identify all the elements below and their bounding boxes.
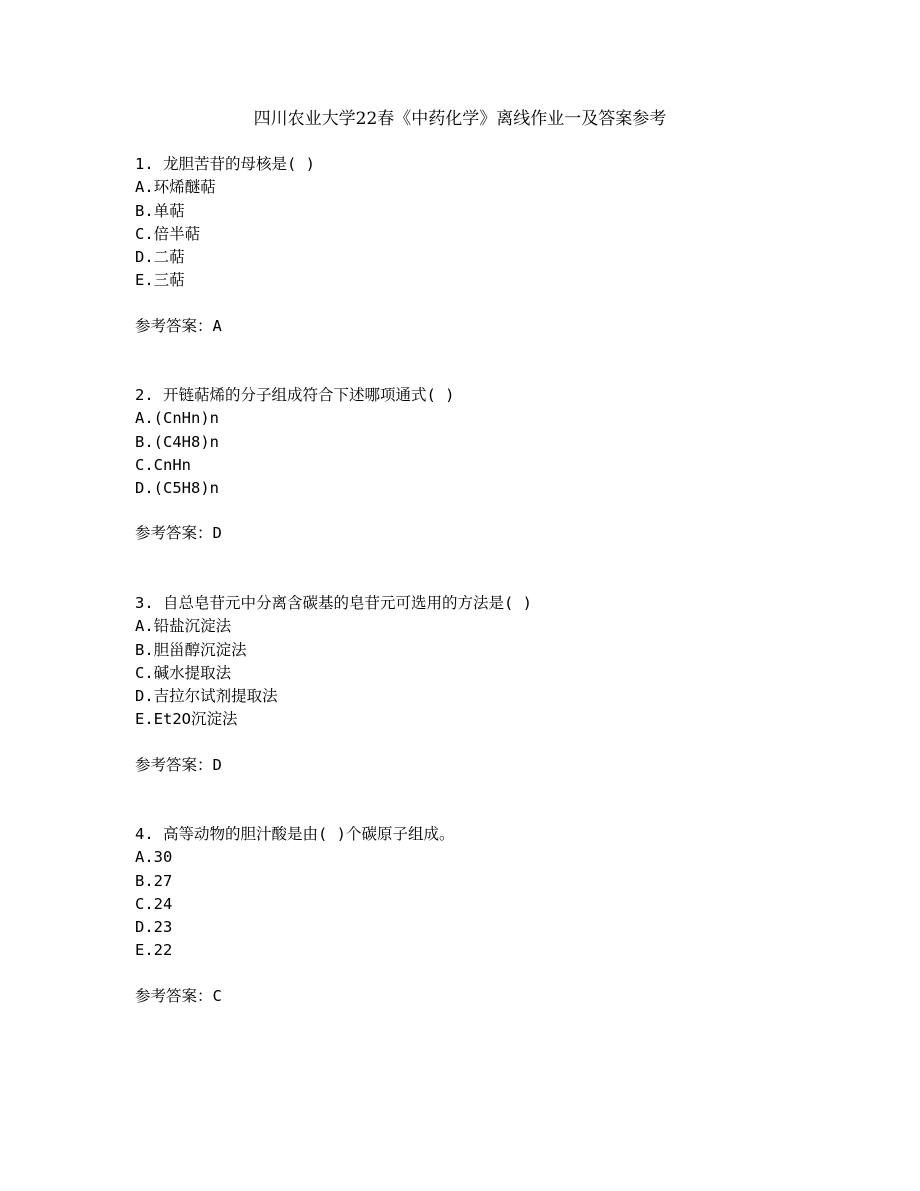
- question-stem: 3. 自总皂苷元中分离含碳基的皂苷元可选用的方法是( ): [135, 594, 532, 612]
- option-a: A.(CnHn)n: [135, 409, 219, 428]
- question-2: [135, 384, 835, 545]
- option-d: D.吉拉尔试剂提取法: [135, 687, 278, 706]
- reference-answer: [135, 985, 835, 1008]
- answer-label: 参考答案：: [135, 316, 213, 335]
- question-4: [135, 823, 835, 1008]
- answer-label: 参考答案：: [135, 524, 213, 543]
- page-title: 四川农业大学22春《中药化学》离线作业一及答案参考: [253, 109, 667, 129]
- reference-answer: [135, 754, 835, 777]
- option-e: E.Et2O沉淀法: [135, 710, 238, 729]
- option-c: C.倍半萜: [135, 224, 201, 243]
- option-e: E.22: [135, 941, 173, 960]
- option-c: C.24: [135, 894, 173, 913]
- question-1: [135, 153, 835, 338]
- reference-answer: [135, 315, 835, 338]
- answer-value: C: [212, 986, 222, 1005]
- answer-label: 参考答案：: [135, 986, 213, 1005]
- question-stem: 4. 高等动物的胆汁酸是由( )个碳原子组成。: [135, 825, 455, 843]
- option-a: A.30: [135, 848, 173, 867]
- option-a: A.环烯醚萜: [135, 178, 216, 197]
- option-b: B.27: [135, 871, 173, 890]
- option-b: B.单萜: [135, 201, 185, 220]
- answer-value: D: [212, 524, 222, 543]
- option-c: C.碱水提取法: [135, 663, 232, 682]
- question-stem: 2. 开链萜烯的分子组成符合下述哪项通式( ): [135, 386, 455, 404]
- option-a: A.铅盐沉淀法: [135, 617, 232, 636]
- answer-value: D: [212, 755, 222, 774]
- answer-value: A: [212, 316, 222, 335]
- option-b: B.胆甾醇沉淀法: [135, 640, 247, 659]
- option-d: D.(C5H8)n: [135, 479, 219, 498]
- option-e: E.三萜: [135, 271, 185, 290]
- answer-label: 参考答案：: [135, 755, 213, 774]
- option-c: C.CnHn: [135, 455, 191, 474]
- option-b: B.(C4H8)n: [135, 432, 219, 451]
- reference-answer: [135, 522, 835, 545]
- question-3: [135, 592, 835, 777]
- option-d: D.二萜: [135, 248, 185, 267]
- option-d: D.23: [135, 918, 173, 937]
- question-stem: 1. 龙胆苦苷的母核是( ): [135, 155, 315, 173]
